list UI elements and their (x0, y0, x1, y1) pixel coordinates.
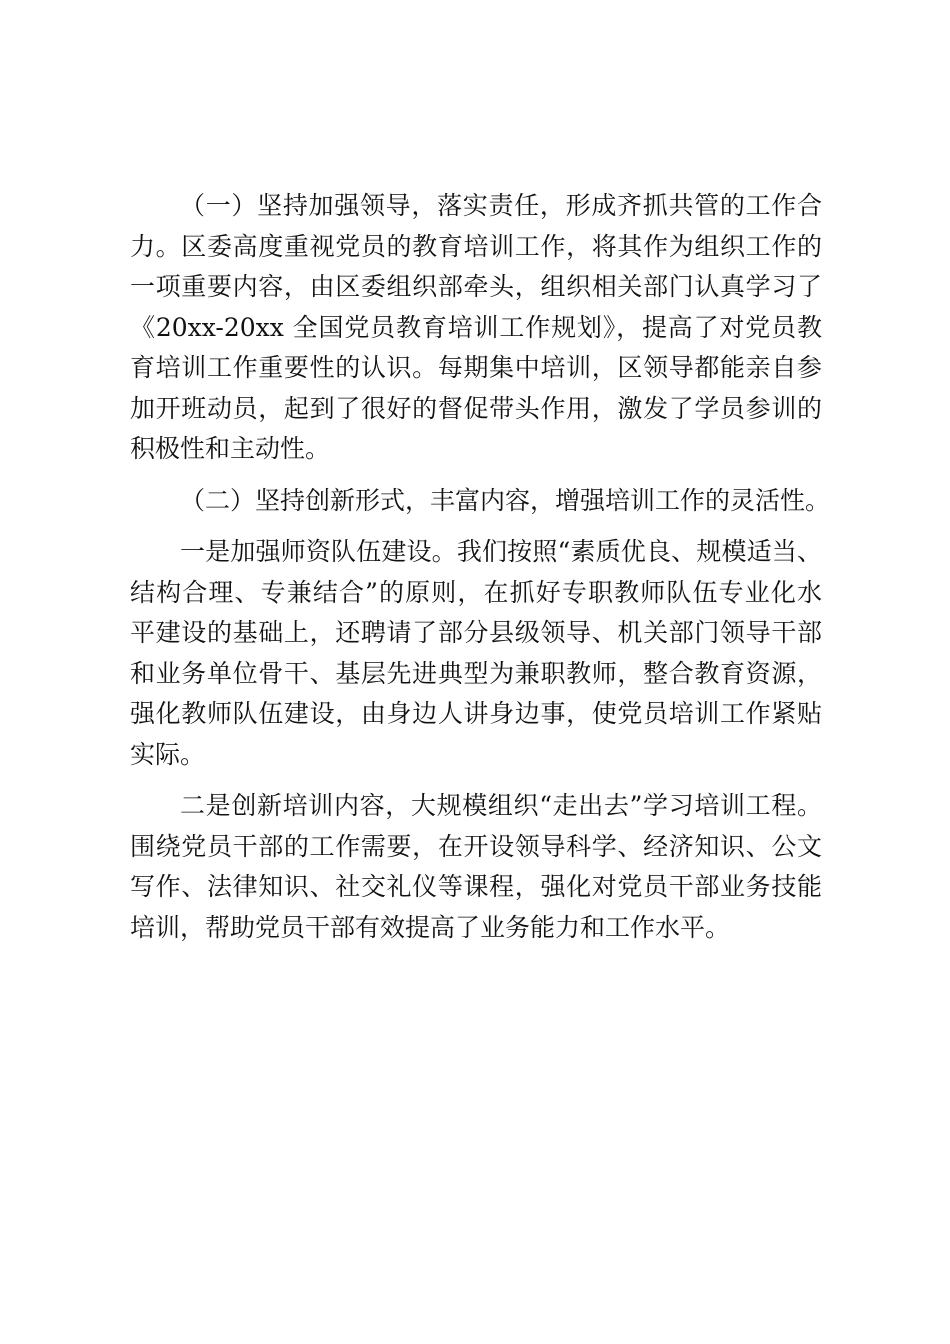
paragraph-training-content (130, 786, 822, 948)
text-line: 一是加强师资队伍建设。我们按照“素质优良、规模适当、 (180, 537, 822, 566)
text-line: 《20xx-20xx 全国党员教育培训工作规划》，提高了对党员教 (130, 312, 822, 342)
text-line: 强化教师队伍建设，由身边人讲身边事，使党员培训工作紧贴 (130, 699, 822, 728)
paragraph-teacher-team (130, 532, 822, 775)
paragraph-innovation-heading (130, 481, 831, 522)
text-line: 二是创新培训内容，大规模组织“走出去”学习培训工程。 (180, 791, 822, 820)
text-line: 实际。 (130, 739, 206, 769)
text-line: （二）坚持创新形式，丰富内容，增强培训工作的灵活性。 (180, 485, 831, 515)
text-line: （一）坚持加强领导，落实责任，形成齐抓共管的工作合 (180, 191, 822, 220)
paragraph-leadership (130, 186, 822, 470)
text-line: 结构合理、专兼结合”的原则，在抓好专职教师队伍专业化水 (130, 577, 822, 607)
text-line: 育培训工作重要性的认识。每期集中培训，区领导都能亲自参 (130, 353, 822, 382)
text-line: 培训，帮助党员干部有效提高了业务能力和工作水平。 (130, 912, 731, 942)
document-body (130, 186, 831, 959)
text-line: 平建设的基础上，还聘请了部分县级领导、机关部门领导干部 (130, 618, 822, 647)
text-line: 一项重要内容，由区委组织部牵头，组织相关部门认真学习了 (130, 272, 822, 301)
text-line: 力。区委高度重视党员的教育培训工作，将其作为组织工作的 (130, 231, 822, 261)
text-line: 围绕党员干部的工作需要，在开设领导科学、经济知识、公文 (130, 831, 822, 861)
text-line: 写作、法律知识、社交礼仪等课程，强化对党员干部业务技能 (130, 872, 822, 901)
text-line: 积极性和主动性。 (130, 434, 331, 463)
text-line: 和业务单位骨干、基层先进典型为兼职教师，整合教育资源， (130, 658, 822, 688)
text-line: 加开班动员，起到了很好的督促带头作用，激发了学员参训的 (130, 393, 822, 423)
